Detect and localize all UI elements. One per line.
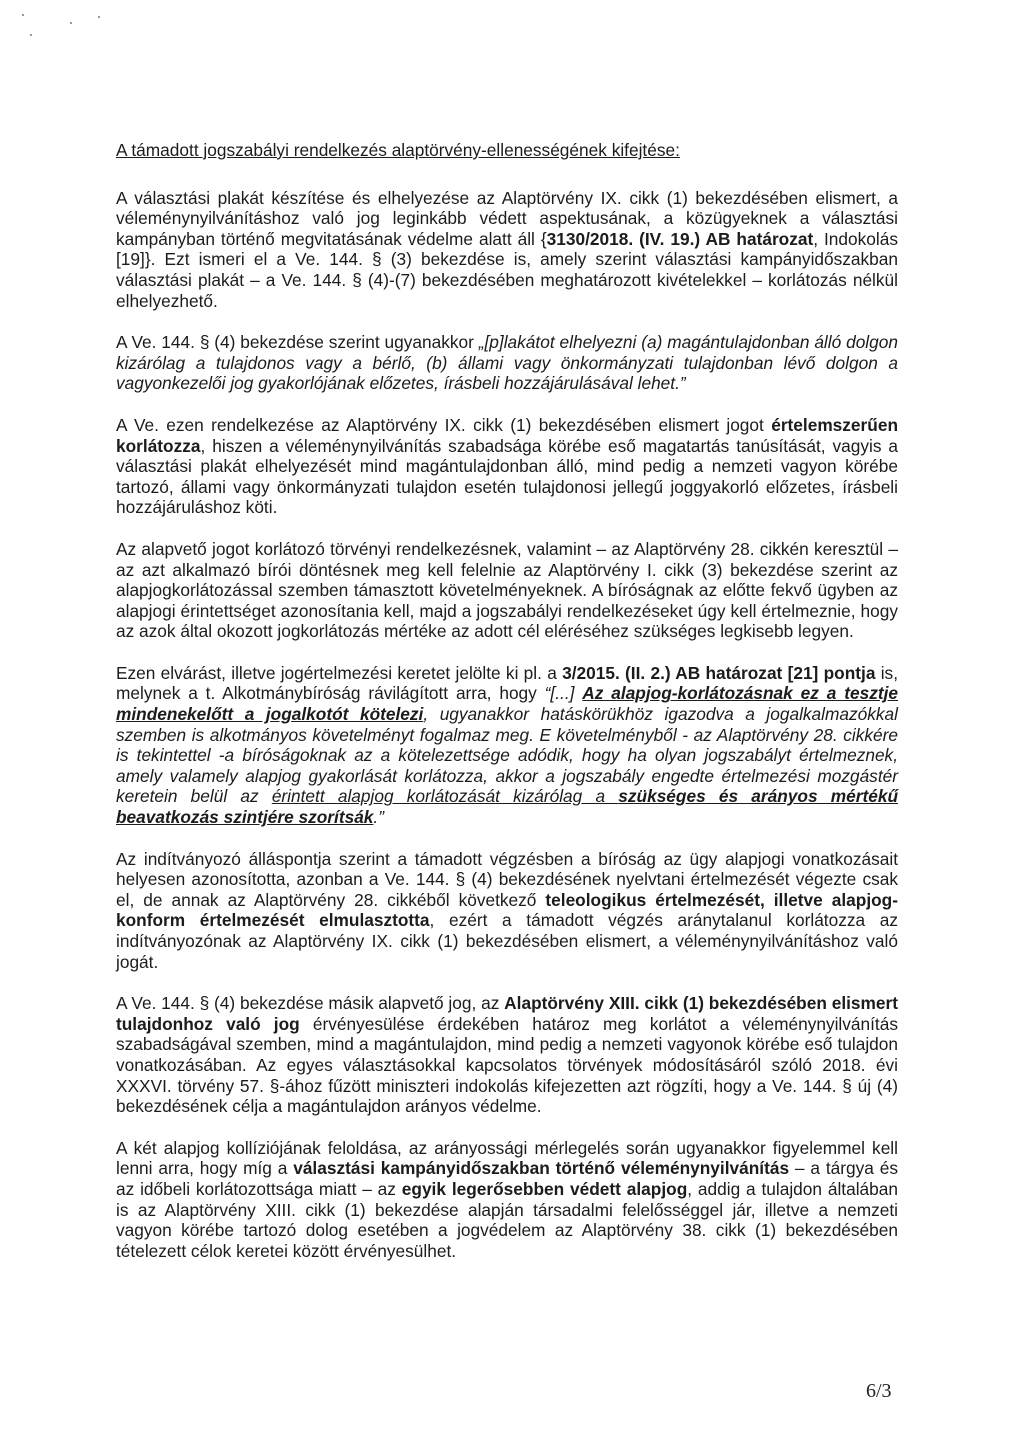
text-run: A Ve. 144. § (4) bekezdése szerint ugyanakkor [116, 332, 479, 353]
text-run: , hiszen a véleménynyilvánítás szabadsága körébe eső magatartás tanúsítását, vagyis a választási plakát elhelyezését mind magántulajdonban álló, mind pedig a nemzeti vagyon körébe tartozó, állami vagy önkormányzati tulajdon esetén tulajdonosi jellegű joggyakorló előzetes, írásbeli hozzájáruláshoz köti. [116, 435, 898, 518]
section-heading: A támadott jogszabályi rendelkezés alaptörvény-ellenességének kifejtése: [116, 140, 680, 160]
text-run: érintett alapjog korlátozását kizárólag a [271, 786, 619, 807]
text-run: Alaptörvény XIII. cikk (1) bekezdésében elismert tulajdonhoz való jog [116, 993, 898, 1034]
paragraph-6 [116, 849, 898, 973]
paragraph-7 [116, 993, 898, 1117]
text-run: Az alapvető jogot korlátozó törvényi rendelkezésnek, valamint – az Alaptörvény 28. cikkén keresztül – az azt alkalmazó bírói döntésnek meg kell felelnie az Alaptörvény I. cikk (3) bekezdése szerint az alapjogkorlátozással szemben támasztott követelményeknek. A bíróságnak az előtte fekvő ügyben az alapjogi érintettséget azonosítania kell, majd a jogszabályi rendelkezéseket úgy kell értelmeznie, hogy az azok által okozott jogkorlátozás mértéke az adott cél eléréséhez szükséges legkisebb legyen. [116, 538, 898, 642]
text-run: .” [373, 807, 384, 828]
text-run: teleologikus értelmezését, illetve alapjog-konform értelmezését elmulasztotta [116, 889, 898, 931]
paragraph-8 [116, 1138, 898, 1262]
text-run: 3/2015. (II. 2.) AB határozat [21] pontja [562, 662, 876, 683]
text-run: Az indítványozó álláspontja szerint a támadott végzésben a bíróság az ügy alapjogi vonatkozásait helyesen azonosította, azonban a Ve. 144. § (4) bekezdésének nyelvtani értelmezését végezte csak el, de annak az Alaptörvény 28. cikkéből következő [116, 848, 898, 910]
scan-speck [98, 16, 100, 18]
scan-speck [70, 22, 72, 24]
text-run: A két alapjog kollíziójának feloldása, az arányossági mérlegelés során ugyanakkor figyelemmel kell lenni arra, hogy míg a [116, 1137, 898, 1179]
text-run: Ezen elvárást, illetve jogértelmezési keretet jelölte ki pl. a [116, 662, 563, 683]
text-run: Az alapjog-korlátozásnak ez a tesztje mindenekelőtt a jogalkotót kötelezi [116, 683, 899, 725]
paragraph-4 [116, 539, 898, 642]
text-run: , ugyanakkor hatáskörükhöz igazodva a jogalkalmazókkal szemben is alkotmányos követelményt fogalmaz meg. E követelményből - az Alaptörvény 28. cikkére is tekintettel -a bíróságoknak az a kötelezettsége adódik, hogy ha olyan jogszabályt értelmeznek, amely valamely alapjog gyakorlását korlátozza, akkor a jogszabály engedte értelmezési mozgástér keretein belül az [116, 704, 898, 807]
paragraph-1 [116, 188, 898, 312]
paragraph-3 [116, 415, 898, 518]
document-body [116, 140, 898, 1282]
text-run: – a tárgya és az időbeli korlátozottsága miatt – az [116, 1158, 898, 1199]
page-number: 6/3 [866, 1380, 892, 1402]
text-run: is, melynek a t. Alkotmánybíróság rávilágított arra, hogy [116, 662, 898, 704]
text-run: egyik legerősebben védett alapjog [401, 1178, 688, 1199]
text-run: A Ve. ezen rendelkezése az Alaptörvény IX. cikk (1) bekezdésében elismert jogot [116, 414, 772, 435]
text-run: értelemszerűen korlátozza [116, 414, 898, 456]
paragraph-5 [116, 663, 898, 828]
scan-speck [30, 34, 32, 36]
text-run: A Ve. 144. § (4) bekezdése másik alapvető jog, az [116, 993, 505, 1014]
paragraph-2 [116, 332, 898, 394]
text-run: , addig a tulajdon általában is az Alaptörvény XIII. cikk (1) bekezdése alapján társadalmi felelősséggel jár, illetve a nemzeti vagyon körébe tartozó dolog esetében a jogvédelem az Alaptörvény 38. cikk (1) bekezdésében tételezett célok keretei között érvényesülhet. [116, 1178, 898, 1261]
text-run: szükséges és arányos mértékű beavatkozás szintjére szorítsák [116, 786, 899, 828]
text-run: A választási plakát készítése és elhelyezése az Alaptörvény IX. cikk (1) bekezdésében elismert, a véleménynyilvánításhoz való jog leginkább védett aspektusának, a közügyeknek a választási kampányban történő megvitatásának védelme alatt áll { [116, 187, 898, 249]
text-run: “[...] [544, 683, 583, 704]
text-run: „[p]lakátot elhelyezni (a) magántulajdonban álló dolgon kizárólag a tulajdonos vagy a bérlő, (b) állami vagy önkormányzati tulajdonban lévő dolgon a vagyonkezelői jog gyakorlójának előzetes, írásbeli hozzájárulásával lehet.” [116, 332, 898, 394]
text-run: , ezért a támadott végzés aránytalanul korlátozza az indítványozónak az Alaptörvény IX. cikk (1) bekezdésében elismert, a véleménynyilvánításhoz való jogát. [116, 910, 898, 972]
text-run: választási kampányidőszakban történő véleménynyilvánítás [293, 1158, 790, 1179]
text-run: , Indokolás [19]}. Ezt ismeri el a Ve. 144. § (3) bekezdése is, amely szerint választási kampányidőszakban választási plakát – a Ve. 144. § (4)-(7) bekezdésében meghatározott kivételekkel – korlátozás nélkül elhelyezhető. [116, 228, 898, 311]
scan-speck [22, 14, 24, 16]
text-run: érvényesülése érdekében határoz meg korlátot a véleménynyilvánítás szabadságával szemben, mind a magántulajdon, mind pedig a nemzeti vagyonok körébe eső tulajdon vonatkozásában. Az egyes választásokkal kapcsolatos törvények módosításáról szóló 2018. évi XXXVI. törvény 57. §-ához fűzött miniszteri indokolás kifejezetten azt rögzíti, hogy a Ve. 144. § új (4) bekezdésének célja a magántulajdon arányos védelme. [116, 1013, 898, 1117]
text-run: 3130/2018. (IV. 19.) AB határozat [546, 228, 814, 249]
